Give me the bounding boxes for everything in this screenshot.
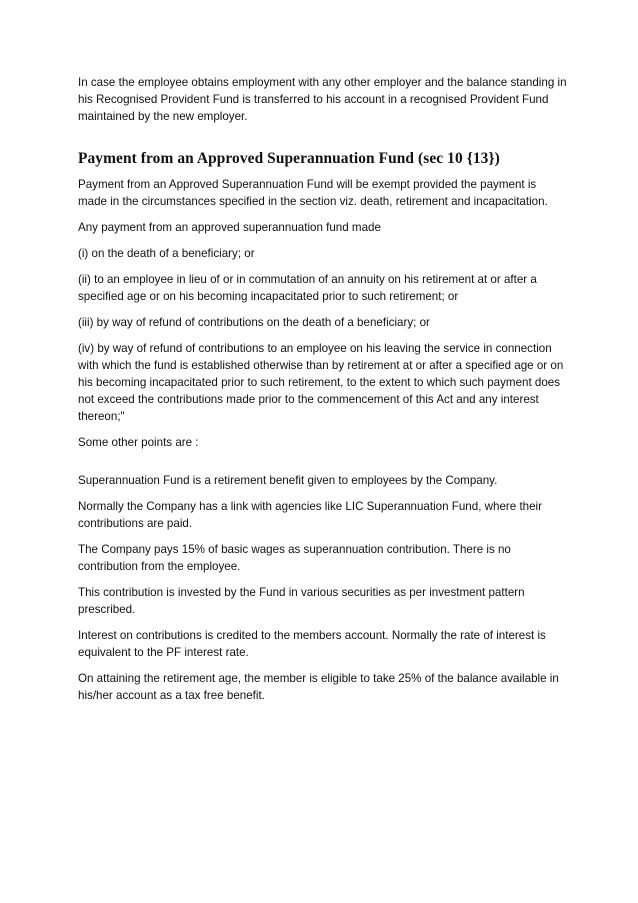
body-paragraph: Any payment from an approved superannuation fund made <box>78 221 381 234</box>
section-heading: Payment from an Approved Superannuation Fund (sec 10 {13}) <box>78 150 500 167</box>
intro-paragraph: In case the employee obtains employment with any other employer and the balance standing in his Recognised Provident Fund is transferred to his account in a recognised Provident Fund maintained by the new employer. <box>78 76 567 123</box>
clause-item: (iii) by way of refund of contributions on the death of a beneficiary; or <box>78 316 430 329</box>
clause-item: (ii) to an employee in lieu of or in commutation of an annuity on his retirement at or after a specified age or on his becoming incapacitated prior to such retirement; or <box>78 273 537 303</box>
body-paragraph: Some other points are : <box>78 436 199 449</box>
clause-item: (i) on the death of a beneficiary; or <box>78 247 255 260</box>
clause-item: (iv) by way of refund of contributions to an employee on his leaving the service in connection with which the fund is established otherwise than by retirement at or after a specified age or on his becoming incapacitated prior to such retirement, to the extent to which such payment does not exceed the contributions made prior to the commencement of this Act and any interest thereon;" <box>78 342 564 423</box>
point-paragraph: Normally the Company has a link with agencies like LIC Superannuation Fund, where their contributions are paid. <box>78 500 542 530</box>
point-paragraph: Superannuation Fund is a retirement benefit given to employees by the Company. <box>78 474 498 487</box>
body-paragraph: Payment from an Approved Superannuation Fund will be exempt provided the payment is made in the circumstances specified in the section viz. death, retirement and incapacitation. <box>78 178 548 208</box>
section-spacer <box>78 460 568 472</box>
point-paragraph: The Company pays 15% of basic wages as superannuation contribution. There is no contribution from the employee. <box>78 543 511 573</box>
point-paragraph: Interest on contributions is credited to the members account. Normally the rate of interest is equivalent to the PF interest rate. <box>78 629 546 659</box>
point-paragraph: This contribution is invested by the Fund in various securities as per investment pattern prescribed. <box>78 586 525 616</box>
point-paragraph: On attaining the retirement age, the member is eligible to take 25% of the balance available in his/her account as a tax free benefit. <box>78 672 559 702</box>
document-page <box>78 74 568 713</box>
